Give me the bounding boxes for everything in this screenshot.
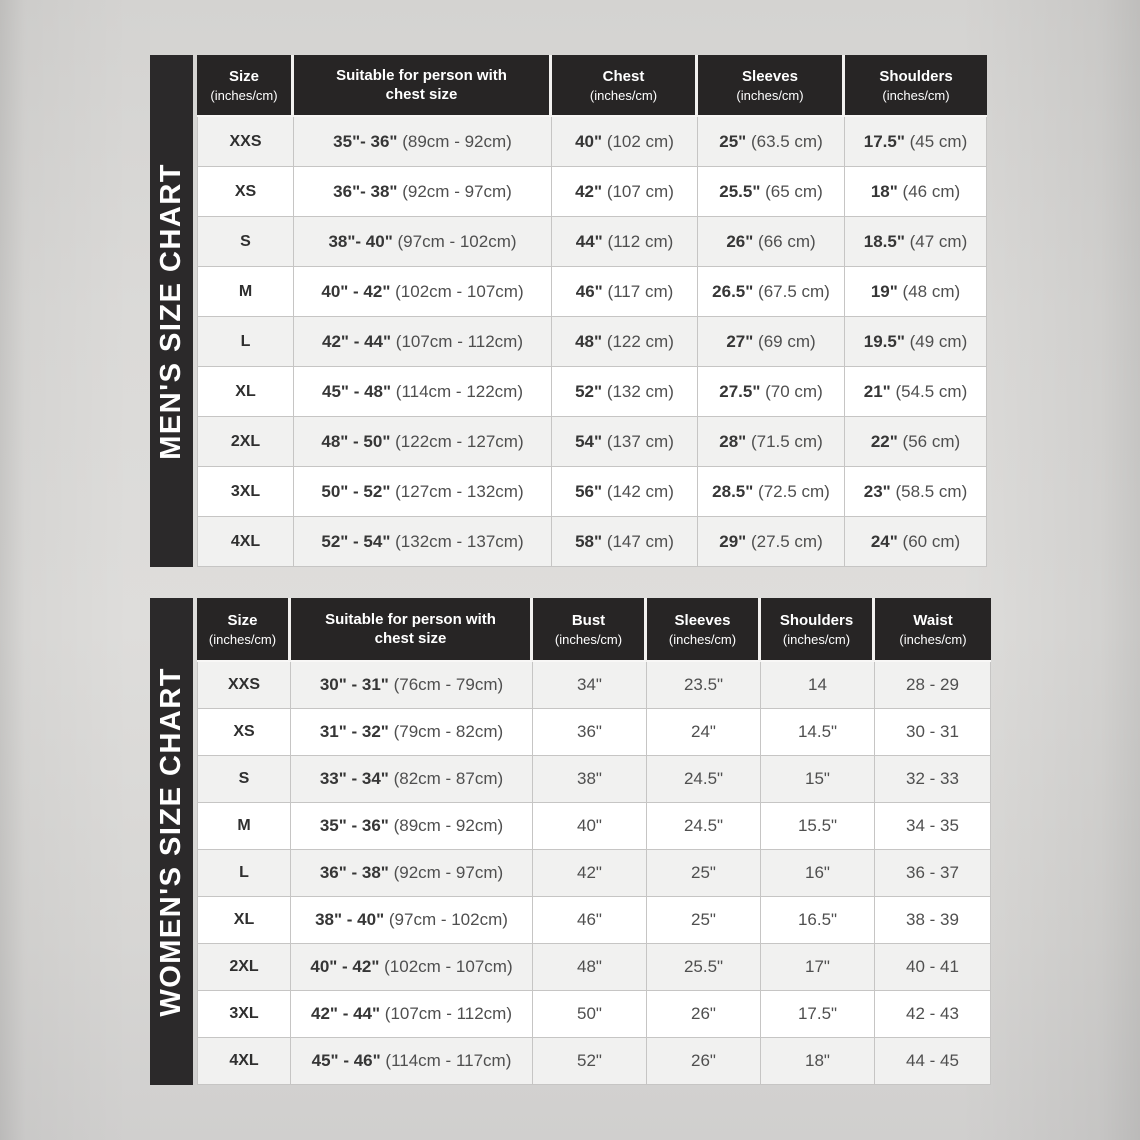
suitable-cm-value: (114cm - 122cm)	[395, 381, 523, 401]
sleeves-cm-value: (65 cm)	[765, 181, 823, 201]
shoulders-cell	[845, 367, 987, 417]
suitable-inches-value: 40" - 42"	[310, 957, 380, 976]
waist-cell	[875, 944, 991, 991]
column-header-waist	[875, 598, 991, 662]
waist-value: 34 - 35	[906, 816, 959, 835]
suitable-cell	[294, 417, 552, 467]
suitable-cell	[294, 367, 552, 417]
column-subtitle: (inches/cm)	[668, 631, 737, 647]
table-row-xl	[197, 367, 987, 417]
size-cell: L	[197, 850, 291, 897]
table-row-m	[197, 803, 991, 850]
suitable-cm-value: (89cm - 92cm)	[402, 131, 512, 151]
mens-banner	[150, 55, 193, 567]
size-cell: XS	[197, 709, 291, 756]
sleeves-cell	[647, 709, 761, 756]
shoulders-cell	[761, 803, 875, 850]
shoulders-cell	[761, 709, 875, 756]
size-cell: 2XL	[197, 944, 291, 991]
bust-cell	[533, 944, 647, 991]
size-cell: 3XL	[197, 467, 294, 517]
shoulders-inches-value: 17.5"	[863, 131, 905, 151]
suitable-inches-value: 36" - 38"	[319, 863, 389, 882]
size-cell: 3XL	[197, 991, 291, 1038]
column-title: Suitable for person with chest size	[325, 610, 496, 647]
suitable-cm-value: (89cm - 92cm)	[393, 816, 504, 835]
bust-cell	[533, 991, 647, 1038]
suitable-cm-value: (132cm - 137cm)	[395, 531, 524, 551]
suitable-inches-value: 35" - 36"	[319, 816, 389, 835]
shoulders-inches-value: 19"	[870, 281, 898, 301]
shoulders-inches-value: 24"	[870, 531, 898, 551]
sleeves-cell	[647, 991, 761, 1038]
suitable-cm-value: (107cm - 112cm)	[384, 1004, 512, 1023]
suitable-cell	[291, 897, 533, 944]
column-subtitle: (inches/cm)	[589, 87, 658, 103]
sleeves-value: 26"	[691, 1051, 716, 1070]
size-cell: L	[197, 317, 294, 367]
shoulders-value: 16.5"	[797, 910, 838, 929]
chest-cell	[552, 117, 698, 167]
bust-value: 40"	[577, 816, 602, 835]
bust-value: 36"	[577, 722, 602, 741]
bust-cell	[533, 756, 647, 803]
sleeves-value: 24.5"	[683, 769, 724, 788]
suitable-cm-value: (107cm - 112cm)	[395, 331, 523, 351]
sleeves-cell	[698, 417, 845, 467]
sleeves-cm-value: (71.5 cm)	[750, 431, 823, 451]
chest-cm-value: (112 cm)	[607, 231, 674, 251]
womens-banner-label: WOMEN'S SIZE CHART	[155, 666, 187, 1017]
size-cell: XS	[197, 167, 294, 217]
shoulders-cell	[845, 167, 987, 217]
suitable-cell	[291, 850, 533, 897]
suitable-cell	[294, 267, 552, 317]
column-header-size	[197, 55, 294, 117]
suitable-inches-value: 36"- 38"	[333, 181, 398, 201]
sleeves-inches-value: 29"	[719, 531, 747, 551]
womens-banner	[150, 598, 193, 1085]
size-cell: S	[197, 756, 291, 803]
chest-cell	[552, 517, 698, 567]
table-row-4xl	[197, 1038, 991, 1085]
sleeves-value: 25.5"	[683, 957, 724, 976]
suitable-cm-value: (102cm - 107cm)	[395, 281, 524, 301]
chest-cell	[552, 317, 698, 367]
chest-cell	[552, 167, 698, 217]
chest-cm-value: (147 cm)	[606, 531, 674, 551]
sleeves-value: 23.5"	[683, 675, 724, 694]
sleeves-value: 24.5"	[683, 816, 724, 835]
sleeves-inches-value: 25"	[719, 131, 747, 151]
suitable-cell	[291, 991, 533, 1038]
suitable-inches-value: 30" - 31"	[319, 675, 389, 694]
bust-cell	[533, 662, 647, 709]
shoulders-cm-value: (60 cm)	[902, 531, 961, 551]
chest-cell	[552, 417, 698, 467]
sleeves-cell	[647, 850, 761, 897]
chest-inches-value: 54"	[575, 431, 603, 451]
waist-value: 44 - 45	[906, 1051, 959, 1070]
column-title: Chest	[602, 68, 645, 86]
shoulders-cm-value: (58.5 cm)	[895, 481, 968, 501]
shoulders-cell	[761, 850, 875, 897]
chest-cm-value: (137 cm)	[606, 431, 674, 451]
bust-value: 42"	[577, 863, 602, 882]
table-row-xxs	[197, 117, 987, 167]
chest-cm-value: (102 cm)	[606, 131, 674, 151]
mens-size-table	[197, 55, 987, 567]
sleeves-cell	[647, 1038, 761, 1085]
suitable-cell	[294, 167, 552, 217]
column-title: Sleeves	[742, 68, 798, 86]
column-title: Sleeves	[674, 612, 731, 630]
table-row-xs	[197, 167, 987, 217]
shoulders-value: 18"	[805, 1051, 830, 1070]
suitable-inches-value: 38"- 40"	[328, 231, 393, 251]
column-title: Waist	[913, 612, 953, 630]
sleeves-cell	[647, 756, 761, 803]
suitable-cell	[294, 217, 552, 267]
shoulders-cm-value: (48 cm)	[902, 281, 961, 301]
table-row-s	[197, 756, 991, 803]
suitable-inches-value: 52" - 54"	[321, 531, 391, 551]
column-header-sleeves	[698, 55, 845, 117]
shoulders-cell	[845, 417, 987, 467]
shoulders-value: 15"	[805, 769, 830, 788]
suitable-cell	[291, 709, 533, 756]
column-subtitle: (inches/cm)	[899, 631, 967, 647]
waist-value: 42 - 43	[906, 1004, 959, 1023]
header-row	[197, 598, 991, 662]
column-header-sleeves	[647, 598, 761, 662]
chest-cm-value: (132 cm)	[606, 381, 674, 401]
chest-inches-value: 58"	[575, 531, 603, 551]
suitable-inches-value: 40" - 42"	[321, 281, 391, 301]
shoulders-cm-value: (46 cm)	[902, 181, 961, 201]
column-title: Size	[228, 68, 259, 86]
column-title: Shoulders	[879, 68, 953, 86]
chest-inches-value: 56"	[575, 481, 603, 501]
size-cell: M	[197, 267, 294, 317]
sleeves-cell	[698, 317, 845, 367]
suitable-cell	[294, 517, 552, 567]
suitable-cm-value: (79cm - 82cm)	[393, 722, 504, 741]
column-subtitle: (inches/cm)	[210, 87, 278, 103]
table-row-s	[197, 217, 987, 267]
sleeves-cell	[698, 517, 845, 567]
womens-size-chart-section	[150, 598, 991, 1085]
column-header-suitable	[294, 55, 552, 117]
shoulders-cell	[845, 217, 987, 267]
womens-size-table	[197, 598, 991, 1085]
column-subtitle: (inches/cm)	[736, 87, 804, 103]
column-header-size	[197, 598, 291, 662]
suitable-inches-value: 31" - 32"	[319, 722, 389, 741]
shoulders-cm-value: (45 cm)	[909, 131, 968, 151]
chest-cm-value: (117 cm)	[607, 281, 674, 301]
chest-inches-value: 42"	[575, 181, 603, 201]
suitable-cell	[291, 662, 533, 709]
suitable-cell	[291, 1038, 533, 1085]
sleeves-cell	[698, 167, 845, 217]
mens-size-chart-section	[150, 55, 987, 567]
shoulders-cell	[761, 662, 875, 709]
sleeves-inches-value: 28"	[719, 431, 747, 451]
column-header-suitable	[291, 598, 533, 662]
waist-cell	[875, 803, 991, 850]
bust-cell	[533, 897, 647, 944]
column-title: Shoulders	[779, 612, 854, 630]
suitable-cm-value: (82cm - 87cm)	[393, 769, 504, 788]
shoulders-value: 14	[808, 675, 827, 694]
column-header-shoulders	[761, 598, 875, 662]
shoulders-inches-value: 23"	[863, 481, 891, 501]
suitable-cell	[294, 467, 552, 517]
suitable-inches-value: 48" - 50"	[321, 431, 391, 451]
shoulders-inches-value: 19.5"	[863, 331, 905, 351]
sleeves-cell	[647, 662, 761, 709]
size-cell: XXS	[197, 662, 291, 709]
chest-cell	[552, 467, 698, 517]
shoulders-value: 14.5"	[797, 722, 838, 741]
table-row-l	[197, 317, 987, 367]
shoulders-cell	[845, 517, 987, 567]
sleeves-cell	[698, 467, 845, 517]
shoulders-cell	[761, 991, 875, 1038]
table-row-3xl	[197, 991, 991, 1038]
column-title: Suitable for person with chest size	[336, 66, 507, 103]
column-subtitle: (inches/cm)	[782, 631, 851, 647]
shoulders-cm-value: (54.5 cm)	[895, 381, 968, 401]
size-cell: 4XL	[197, 517, 294, 567]
sleeves-inches-value: 26"	[726, 231, 754, 251]
shoulders-cell	[845, 117, 987, 167]
table-row-xxs	[197, 662, 991, 709]
waist-cell	[875, 850, 991, 897]
sleeves-inches-value: 25.5"	[719, 181, 761, 201]
waist-cell	[875, 1038, 991, 1085]
waist-value: 30 - 31	[906, 722, 959, 741]
shoulders-cm-value: (47 cm)	[909, 231, 968, 251]
table-row-3xl	[197, 467, 987, 517]
bust-cell	[533, 1038, 647, 1085]
column-subtitle: (inches/cm)	[208, 631, 277, 647]
waist-cell	[875, 756, 991, 803]
shoulders-inches-value: 21"	[863, 381, 891, 401]
suitable-inches-value: 35"- 36"	[333, 131, 398, 151]
size-cell: 2XL	[197, 417, 294, 467]
shoulders-cell	[845, 267, 987, 317]
column-header-chest	[552, 55, 698, 117]
shoulders-cm-value: (56 cm)	[902, 431, 961, 451]
sleeves-cell	[698, 267, 845, 317]
sleeves-inches-value: 27.5"	[719, 381, 761, 401]
sleeves-value: 24"	[691, 722, 716, 741]
sleeves-cm-value: (66 cm)	[758, 231, 816, 251]
waist-cell	[875, 897, 991, 944]
sleeves-inches-value: 28.5"	[712, 481, 754, 501]
chest-cm-value: (107 cm)	[606, 181, 674, 201]
suitable-cell	[294, 117, 552, 167]
sleeves-cell	[698, 367, 845, 417]
column-title: Size	[227, 612, 258, 630]
shoulders-cell	[761, 897, 875, 944]
suitable-inches-value: 33" - 34"	[319, 769, 389, 788]
shoulders-inches-value: 18"	[870, 181, 898, 201]
shoulders-value: 16"	[805, 863, 830, 882]
bust-cell	[533, 709, 647, 756]
waist-value: 28 - 29	[906, 675, 959, 694]
size-cell: M	[197, 803, 291, 850]
size-cell: S	[197, 217, 294, 267]
suitable-cell	[294, 317, 552, 367]
sleeves-cell	[698, 217, 845, 267]
suitable-cm-value: (92cm - 97cm)	[402, 181, 512, 201]
sleeves-cell	[698, 117, 845, 167]
chest-inches-value: 40"	[575, 131, 603, 151]
sleeves-cm-value: (69 cm)	[758, 331, 816, 351]
chest-inches-value: 48"	[575, 331, 603, 351]
table-row-l	[197, 850, 991, 897]
sleeves-value: 26"	[691, 1004, 716, 1023]
shoulders-value: 17.5"	[797, 1004, 838, 1023]
suitable-cell	[291, 803, 533, 850]
sleeves-cell	[647, 944, 761, 991]
suitable-inches-value: 45" - 46"	[311, 1051, 381, 1070]
bust-value: 38"	[577, 769, 602, 788]
sleeves-inches-value: 26.5"	[712, 281, 754, 301]
waist-value: 40 - 41	[906, 957, 959, 976]
shoulders-cell	[845, 317, 987, 367]
shoulders-cell	[845, 467, 987, 517]
table-row-xs	[197, 709, 991, 756]
sleeves-cm-value: (67.5 cm)	[758, 281, 830, 301]
suitable-cm-value: (76cm - 79cm)	[393, 675, 504, 694]
sleeves-cm-value: (72.5 cm)	[758, 481, 830, 501]
waist-value: 36 - 37	[906, 863, 959, 882]
sleeves-cm-value: (70 cm)	[765, 381, 823, 401]
size-cell: 4XL	[197, 1038, 291, 1085]
column-header-shoulders	[845, 55, 987, 117]
shoulders-cm-value: (49 cm)	[909, 331, 968, 351]
suitable-cm-value: (102cm - 107cm)	[384, 957, 513, 976]
shoulders-cell	[761, 756, 875, 803]
waist-value: 32 - 33	[906, 769, 959, 788]
waist-value: 38 - 39	[906, 910, 959, 929]
chest-cell	[552, 217, 698, 267]
sleeves-inches-value: 27"	[726, 331, 754, 351]
suitable-cm-value: (114cm - 117cm)	[385, 1051, 512, 1070]
column-subtitle: (inches/cm)	[554, 631, 623, 647]
chest-inches-value: 52"	[575, 381, 603, 401]
table-row-4xl	[197, 517, 987, 567]
shoulders-value: 15.5"	[797, 816, 838, 835]
shoulders-value: 17"	[805, 957, 830, 976]
waist-cell	[875, 991, 991, 1038]
bust-cell	[533, 803, 647, 850]
size-cell: XL	[197, 367, 294, 417]
shoulders-inches-value: 18.5"	[863, 231, 905, 251]
shoulders-cell	[761, 944, 875, 991]
suitable-inches-value: 50" - 52"	[321, 481, 391, 501]
suitable-cell	[291, 756, 533, 803]
suitable-cell	[291, 944, 533, 991]
bust-cell	[533, 850, 647, 897]
suitable-inches-value: 45" - 48"	[322, 381, 392, 401]
sleeves-cm-value: (27.5 cm)	[750, 531, 823, 551]
suitable-inches-value: 42" - 44"	[322, 331, 392, 351]
chest-cell	[552, 267, 698, 317]
suitable-cm-value: (97cm - 102cm)	[388, 910, 508, 929]
size-cell: XXS	[197, 117, 294, 167]
header-row	[197, 55, 987, 117]
sleeves-cell	[647, 803, 761, 850]
bust-value: 52"	[577, 1051, 602, 1070]
sleeves-value: 25"	[691, 910, 716, 929]
shoulders-inches-value: 22"	[870, 431, 898, 451]
shoulders-cell	[761, 1038, 875, 1085]
chest-cm-value: (142 cm)	[606, 481, 674, 501]
bust-value: 48"	[577, 957, 602, 976]
size-cell: XL	[197, 897, 291, 944]
sleeves-cell	[647, 897, 761, 944]
suitable-inches-value: 38" - 40"	[315, 910, 385, 929]
chest-inches-value: 46"	[575, 281, 603, 301]
waist-cell	[875, 709, 991, 756]
table-row-xl	[197, 897, 991, 944]
table-row-2xl	[197, 944, 991, 991]
table-row-2xl	[197, 417, 987, 467]
suitable-cm-value: (92cm - 97cm)	[393, 863, 504, 882]
column-header-bust	[533, 598, 647, 662]
chest-inches-value: 44"	[575, 231, 603, 251]
suitable-cm-value: (122cm - 127cm)	[395, 431, 524, 451]
column-title: Bust	[571, 612, 606, 630]
sleeves-value: 25"	[691, 863, 716, 882]
sleeves-cm-value: (63.5 cm)	[750, 131, 823, 151]
table-row-m	[197, 267, 987, 317]
suitable-inches-value: 42" - 44"	[311, 1004, 381, 1023]
column-subtitle: (inches/cm)	[882, 87, 950, 103]
waist-cell	[875, 662, 991, 709]
suitable-cm-value: (97cm - 102cm)	[397, 231, 517, 251]
bust-value: 34"	[577, 675, 602, 694]
chest-cm-value: (122 cm)	[606, 331, 674, 351]
bust-value: 50"	[577, 1004, 602, 1023]
chest-cell	[552, 367, 698, 417]
suitable-cm-value: (127cm - 132cm)	[395, 481, 524, 501]
mens-banner-label: MEN'S SIZE CHART	[155, 162, 187, 460]
bust-value: 46"	[577, 910, 602, 929]
